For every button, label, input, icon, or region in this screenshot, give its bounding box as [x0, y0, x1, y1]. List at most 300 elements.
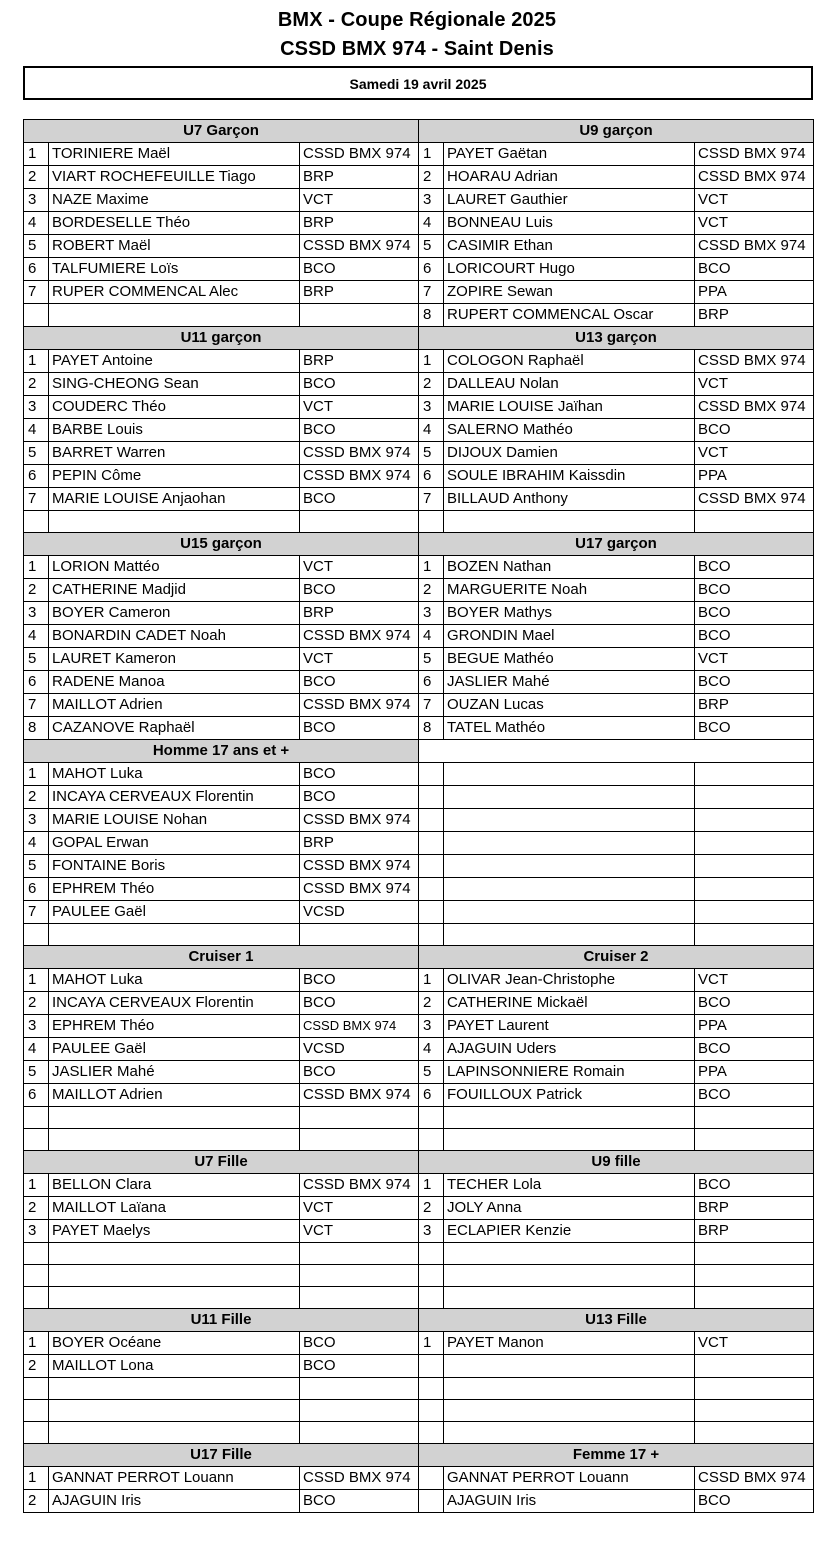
- category-title: U17 Fille: [24, 1444, 419, 1467]
- table-row: [24, 166, 814, 189]
- rank-cell: 4: [24, 832, 49, 855]
- table-row: [24, 832, 814, 855]
- rider-name-cell: SALERNO Mathéo: [444, 419, 695, 442]
- club-cell: [300, 511, 419, 533]
- club-cell: VCT: [300, 1197, 419, 1220]
- rank-cell: 5: [419, 442, 444, 465]
- rank-cell: 2: [24, 1355, 49, 1378]
- rider-name-cell: BOYER Cameron: [49, 602, 300, 625]
- table-row: [24, 1467, 814, 1490]
- rider-name-cell: [49, 1243, 300, 1265]
- category-header-row: [24, 946, 814, 969]
- rider-name-cell: [444, 855, 695, 878]
- rider-name-cell: MARIE LOUISE Nohan: [49, 809, 300, 832]
- rider-name-cell: [444, 1378, 695, 1400]
- table-row: [24, 809, 814, 832]
- club-cell: [300, 1287, 419, 1309]
- document-subtitle: CSSD BMX 974 - Saint Denis: [280, 38, 554, 60]
- rider-name-cell: [49, 304, 300, 327]
- category-title: U11 Fille: [24, 1309, 419, 1332]
- rider-name-cell: MARGUERITE Noah: [444, 579, 695, 602]
- rank-cell: [24, 304, 49, 327]
- table-row: [24, 969, 814, 992]
- category-title: U17 garçon: [419, 533, 814, 556]
- club-cell: VCSD: [300, 1038, 419, 1061]
- rank-cell: 4: [24, 1038, 49, 1061]
- rank-cell: 7: [419, 281, 444, 304]
- table-row: [24, 1378, 814, 1400]
- table-row: [24, 855, 814, 878]
- table-row: [24, 786, 814, 809]
- table-row: [24, 671, 814, 694]
- rider-name-cell: BOZEN Nathan: [444, 556, 695, 579]
- rider-name-cell: PAYET Maelys: [49, 1220, 300, 1243]
- club-cell: [695, 1400, 814, 1422]
- club-cell: BCO: [300, 373, 419, 396]
- table-row: [24, 579, 814, 602]
- club-cell: [300, 1378, 419, 1400]
- club-cell: CSSD BMX 974: [300, 1084, 419, 1107]
- club-cell: CSSD BMX 974: [300, 855, 419, 878]
- rank-cell: 1: [24, 969, 49, 992]
- rank-cell: 3: [24, 189, 49, 212]
- club-cell: BCO: [695, 625, 814, 648]
- rank-cell: 1: [419, 556, 444, 579]
- rank-cell: 8: [419, 304, 444, 327]
- category-title: U7 Fille: [24, 1151, 419, 1174]
- table-row: [24, 1422, 814, 1444]
- rider-name-cell: CATHERINE Madjid: [49, 579, 300, 602]
- club-cell: BRP: [695, 694, 814, 717]
- club-cell: [695, 901, 814, 924]
- rank-cell: 8: [419, 717, 444, 740]
- club-cell: [695, 924, 814, 946]
- rider-name-cell: [444, 924, 695, 946]
- table-row: [24, 1220, 814, 1243]
- club-cell: BCO: [695, 1084, 814, 1107]
- rider-name-cell: BONNEAU Luis: [444, 212, 695, 235]
- club-cell: BCO: [300, 671, 419, 694]
- rider-name-cell: HOARAU Adrian: [444, 166, 695, 189]
- rank-cell: 6: [24, 1084, 49, 1107]
- rider-name-cell: FONTAINE Boris: [49, 855, 300, 878]
- table-row: [24, 373, 814, 396]
- rank-cell: 3: [419, 602, 444, 625]
- rank-cell: 6: [419, 258, 444, 281]
- table-row: [24, 442, 814, 465]
- club-cell: BRP: [695, 1197, 814, 1220]
- rider-name-cell: COUDERC Théo: [49, 396, 300, 419]
- rank-cell: 2: [419, 1197, 444, 1220]
- club-cell: BCO: [300, 786, 419, 809]
- rank-cell: [419, 1355, 444, 1378]
- club-cell: CSSD BMX 974: [695, 143, 814, 166]
- table-row: [24, 511, 814, 533]
- rider-name-cell: BONARDIN CADET Noah: [49, 625, 300, 648]
- club-cell: PPA: [695, 465, 814, 488]
- rank-cell: 2: [24, 1490, 49, 1513]
- table-row: [24, 1490, 814, 1513]
- rank-cell: 2: [419, 579, 444, 602]
- rider-name-cell: AJAGUIN Iris: [444, 1490, 695, 1513]
- club-cell: BRP: [300, 212, 419, 235]
- club-cell: [695, 1243, 814, 1265]
- table-row: [24, 488, 814, 511]
- rider-name-cell: [444, 1129, 695, 1151]
- rider-name-cell: MAILLOT Laïana: [49, 1197, 300, 1220]
- rider-name-cell: CATHERINE Mickaël: [444, 992, 695, 1015]
- table-row: [24, 878, 814, 901]
- club-cell: [695, 878, 814, 901]
- rider-name-cell: RUPER COMMENCAL Alec: [49, 281, 300, 304]
- rider-name-cell: LAPINSONNIERE Romain: [444, 1061, 695, 1084]
- rank-cell: 1: [24, 1332, 49, 1355]
- table-row: [24, 189, 814, 212]
- club-cell: CSSD BMX 974: [300, 235, 419, 258]
- rank-cell: 7: [24, 901, 49, 924]
- category-header-row: [24, 533, 814, 556]
- rank-cell: [24, 1400, 49, 1422]
- rank-cell: [24, 1129, 49, 1151]
- table-row: [24, 1355, 814, 1378]
- club-cell: PPA: [695, 1015, 814, 1038]
- rank-cell: 3: [419, 1015, 444, 1038]
- rider-name-cell: PAYET Manon: [444, 1332, 695, 1355]
- rider-name-cell: INCAYA CERVEAUX Florentin: [49, 992, 300, 1015]
- table-row: [24, 992, 814, 1015]
- club-cell: [695, 511, 814, 533]
- rank-cell: 6: [24, 258, 49, 281]
- club-cell: BCO: [695, 579, 814, 602]
- club-cell: [300, 1243, 419, 1265]
- club-cell: [695, 763, 814, 786]
- club-cell: BCO: [300, 1332, 419, 1355]
- rank-cell: 2: [419, 373, 444, 396]
- rider-name-cell: TECHER Lola: [444, 1174, 695, 1197]
- rider-name-cell: [49, 1129, 300, 1151]
- rider-name-cell: GRONDIN Mael: [444, 625, 695, 648]
- rank-cell: 2: [24, 579, 49, 602]
- rank-cell: 2: [24, 992, 49, 1015]
- club-cell: VCT: [300, 556, 419, 579]
- club-cell: [695, 1378, 814, 1400]
- rider-name-cell: MAILLOT Adrien: [49, 694, 300, 717]
- rider-name-cell: MARIE LOUISE Jaïhan: [444, 396, 695, 419]
- rider-name-cell: [444, 1355, 695, 1378]
- club-cell: [695, 1355, 814, 1378]
- rider-name-cell: BARBE Louis: [49, 419, 300, 442]
- rank-cell: 3: [24, 809, 49, 832]
- category-title: U15 garçon: [24, 533, 419, 556]
- rank-cell: 3: [419, 1220, 444, 1243]
- rank-cell: [419, 1490, 444, 1513]
- club-cell: CSSD BMX 974: [300, 1467, 419, 1490]
- club-cell: VCT: [695, 648, 814, 671]
- rider-name-cell: BEGUE Mathéo: [444, 648, 695, 671]
- club-cell: [300, 1422, 419, 1444]
- rider-name-cell: PAULEE Gaël: [49, 1038, 300, 1061]
- rider-name-cell: DIJOUX Damien: [444, 442, 695, 465]
- category-header-row: [24, 740, 814, 763]
- table-row: [24, 143, 814, 166]
- rider-name-cell: [444, 1107, 695, 1129]
- rank-cell: 1: [24, 1467, 49, 1490]
- category-title: U9 fille: [419, 1151, 814, 1174]
- club-cell: BCO: [695, 1490, 814, 1513]
- rider-name-cell: [444, 901, 695, 924]
- rider-name-cell: BARRET Warren: [49, 442, 300, 465]
- rider-name-cell: SING-CHEONG Sean: [49, 373, 300, 396]
- rank-cell: 6: [419, 465, 444, 488]
- club-cell: VCT: [695, 373, 814, 396]
- rank-cell: [419, 901, 444, 924]
- club-cell: [695, 1287, 814, 1309]
- club-cell: CSSD BMX 974: [695, 350, 814, 373]
- club-cell: CSSD BMX 974: [695, 396, 814, 419]
- club-cell: BCO: [300, 1355, 419, 1378]
- category-title: [419, 740, 814, 763]
- rank-cell: [419, 1129, 444, 1151]
- rank-cell: 1: [419, 969, 444, 992]
- rider-name-cell: GOPAL Erwan: [49, 832, 300, 855]
- rank-cell: [419, 924, 444, 946]
- rank-cell: 5: [24, 235, 49, 258]
- category-header-row: [24, 327, 814, 350]
- rank-cell: 1: [419, 1332, 444, 1355]
- rank-cell: 4: [24, 212, 49, 235]
- category-header-row: [24, 1309, 814, 1332]
- table-row: [24, 419, 814, 442]
- club-cell: [695, 1129, 814, 1151]
- club-cell: BCO: [300, 992, 419, 1015]
- rank-cell: [24, 511, 49, 533]
- rank-cell: 1: [419, 350, 444, 373]
- rider-name-cell: DALLEAU Nolan: [444, 373, 695, 396]
- club-cell: BCO: [300, 969, 419, 992]
- rider-name-cell: LORION Mattéo: [49, 556, 300, 579]
- rider-name-cell: GANNAT PERROT Louann: [444, 1467, 695, 1490]
- rider-name-cell: [444, 763, 695, 786]
- rider-name-cell: [444, 1400, 695, 1422]
- rank-cell: 7: [419, 488, 444, 511]
- rank-cell: 3: [24, 1220, 49, 1243]
- rider-name-cell: ZOPIRE Sewan: [444, 281, 695, 304]
- rider-name-cell: LAURET Gauthier: [444, 189, 695, 212]
- rider-name-cell: JASLIER Mahé: [49, 1061, 300, 1084]
- rider-name-cell: CASIMIR Ethan: [444, 235, 695, 258]
- rider-name-cell: VIART ROCHEFEUILLE Tiago: [49, 166, 300, 189]
- rider-name-cell: LORICOURT Hugo: [444, 258, 695, 281]
- rank-cell: 4: [24, 419, 49, 442]
- rank-cell: 1: [419, 143, 444, 166]
- rider-name-cell: [49, 924, 300, 946]
- rank-cell: 5: [24, 648, 49, 671]
- table-row: [24, 1038, 814, 1061]
- rank-cell: 2: [24, 786, 49, 809]
- club-cell: BCO: [300, 488, 419, 511]
- club-cell: CSSD BMX 974: [300, 1174, 419, 1197]
- rank-cell: 2: [24, 1197, 49, 1220]
- club-cell: CSSD BMX 974: [695, 235, 814, 258]
- category-title: U13 garçon: [419, 327, 814, 350]
- club-cell: PPA: [695, 1061, 814, 1084]
- rank-cell: 6: [419, 1084, 444, 1107]
- table-row: [24, 1084, 814, 1107]
- rider-name-cell: [444, 1265, 695, 1287]
- rider-name-cell: [444, 1287, 695, 1309]
- rank-cell: 3: [419, 189, 444, 212]
- rider-name-cell: MAILLOT Adrien: [49, 1084, 300, 1107]
- club-cell: BCO: [695, 556, 814, 579]
- rider-name-cell: INCAYA CERVEAUX Florentin: [49, 786, 300, 809]
- rank-cell: 6: [24, 878, 49, 901]
- club-cell: CSSD BMX 974: [300, 809, 419, 832]
- rider-name-cell: CAZANOVE Raphaël: [49, 717, 300, 740]
- rider-name-cell: BOYER Mathys: [444, 602, 695, 625]
- rank-cell: [419, 878, 444, 901]
- rank-cell: 6: [419, 671, 444, 694]
- club-cell: VCT: [695, 969, 814, 992]
- rank-cell: [24, 1265, 49, 1287]
- rank-cell: [24, 1243, 49, 1265]
- rider-name-cell: LAURET Kameron: [49, 648, 300, 671]
- rider-name-cell: OUZAN Lucas: [444, 694, 695, 717]
- rider-name-cell: EPHREM Théo: [49, 1015, 300, 1038]
- rank-cell: [419, 1467, 444, 1490]
- rider-name-cell: [444, 878, 695, 901]
- rank-cell: 5: [24, 442, 49, 465]
- rank-cell: 1: [419, 1174, 444, 1197]
- rank-cell: 7: [24, 488, 49, 511]
- rider-name-cell: RADENE Manoa: [49, 671, 300, 694]
- rank-cell: 5: [24, 855, 49, 878]
- rank-cell: [24, 1378, 49, 1400]
- rider-name-cell: EPHREM Théo: [49, 878, 300, 901]
- club-cell: [695, 832, 814, 855]
- rider-name-cell: [444, 1422, 695, 1444]
- rank-cell: 3: [24, 396, 49, 419]
- category-header-row: [24, 1444, 814, 1467]
- table-row: [24, 304, 814, 327]
- rider-name-cell: PAULEE Gaël: [49, 901, 300, 924]
- rank-cell: 1: [24, 1174, 49, 1197]
- rank-cell: 3: [24, 602, 49, 625]
- rank-cell: 8: [24, 717, 49, 740]
- category-title: Cruiser 1: [24, 946, 419, 969]
- club-cell: BCO: [695, 602, 814, 625]
- rank-cell: 1: [24, 143, 49, 166]
- rank-cell: [419, 511, 444, 533]
- table-row: [24, 1107, 814, 1129]
- rider-name-cell: [444, 1243, 695, 1265]
- club-cell: [695, 1265, 814, 1287]
- rider-name-cell: TORINIERE Maël: [49, 143, 300, 166]
- rank-cell: [419, 1400, 444, 1422]
- rank-cell: [24, 1107, 49, 1129]
- club-cell: PPA: [695, 281, 814, 304]
- club-cell: [300, 924, 419, 946]
- rank-cell: [419, 855, 444, 878]
- rank-cell: 5: [419, 648, 444, 671]
- rider-name-cell: COLOGON Raphaël: [444, 350, 695, 373]
- document-title: BMX - Coupe Régionale 2025: [277, 9, 557, 31]
- table-row: [24, 602, 814, 625]
- rank-cell: 6: [24, 671, 49, 694]
- category-title: U9 garçon: [419, 120, 814, 143]
- table-row: [24, 694, 814, 717]
- table-row: [24, 212, 814, 235]
- rider-name-cell: MARIE LOUISE Anjaohan: [49, 488, 300, 511]
- club-cell: BCO: [300, 1490, 419, 1513]
- rank-cell: [419, 1265, 444, 1287]
- club-cell: [695, 1107, 814, 1129]
- table-row: [24, 1287, 814, 1309]
- club-cell: BCO: [300, 717, 419, 740]
- rider-name-cell: AJAGUIN Uders: [444, 1038, 695, 1061]
- club-cell: BRP: [300, 281, 419, 304]
- club-cell: BCO: [300, 579, 419, 602]
- rank-cell: 7: [24, 694, 49, 717]
- rank-cell: 4: [419, 1038, 444, 1061]
- table-row: [24, 901, 814, 924]
- rank-cell: [24, 924, 49, 946]
- rider-name-cell: MAHOT Luka: [49, 969, 300, 992]
- table-row: [24, 1243, 814, 1265]
- club-cell: BCO: [695, 258, 814, 281]
- rider-name-cell: SOULE IBRAHIM Kaissdin: [444, 465, 695, 488]
- club-cell: BCO: [695, 717, 814, 740]
- rider-name-cell: PAYET Laurent: [444, 1015, 695, 1038]
- table-row: [24, 281, 814, 304]
- rider-name-cell: [444, 832, 695, 855]
- table-row: [24, 1197, 814, 1220]
- rank-cell: 1: [24, 763, 49, 786]
- rider-name-cell: ECLAPIER Kenzie: [444, 1220, 695, 1243]
- rank-cell: 7: [24, 281, 49, 304]
- club-cell: VCSD: [300, 901, 419, 924]
- rider-name-cell: [444, 786, 695, 809]
- club-cell: VCT: [300, 1220, 419, 1243]
- rank-cell: 5: [24, 1061, 49, 1084]
- table-row: [24, 924, 814, 946]
- rank-cell: 2: [24, 166, 49, 189]
- club-cell: VCT: [300, 396, 419, 419]
- rank-cell: [419, 1243, 444, 1265]
- rank-cell: [419, 1422, 444, 1444]
- club-cell: BCO: [300, 763, 419, 786]
- table-row: [24, 396, 814, 419]
- rank-cell: [24, 1422, 49, 1444]
- table-row: [24, 350, 814, 373]
- category-title: U7 Garçon: [24, 120, 419, 143]
- club-cell: [300, 304, 419, 327]
- rank-cell: 1: [24, 350, 49, 373]
- club-cell: [300, 1400, 419, 1422]
- club-cell: VCT: [695, 442, 814, 465]
- rank-cell: 3: [419, 396, 444, 419]
- table-row: [24, 235, 814, 258]
- rank-cell: [24, 1287, 49, 1309]
- table-row: [24, 1332, 814, 1355]
- table-row: [24, 717, 814, 740]
- club-cell: BCO: [300, 1061, 419, 1084]
- club-cell: CSSD BMX 974: [300, 1015, 419, 1038]
- table-row: [24, 1174, 814, 1197]
- rank-cell: 5: [419, 1061, 444, 1084]
- table-row: [24, 465, 814, 488]
- category-header-row: [24, 120, 814, 143]
- rider-name-cell: BORDESELLE Théo: [49, 212, 300, 235]
